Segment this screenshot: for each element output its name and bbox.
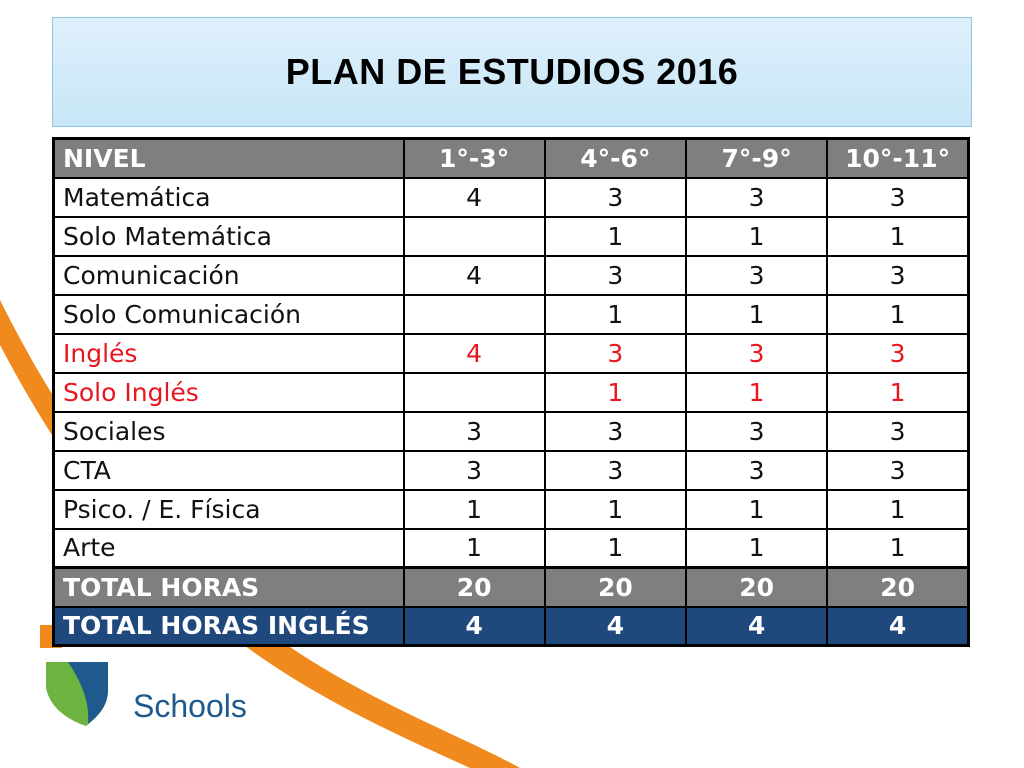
- hours-cell: [404, 295, 545, 334]
- table-row: [54, 217, 969, 256]
- table-row: [54, 529, 969, 568]
- hours-cell: 3: [827, 256, 968, 295]
- hours-cell: 3: [545, 178, 686, 217]
- total-english-row: [54, 607, 969, 646]
- hours-cell: 3: [686, 412, 827, 451]
- total-cell: 20: [686, 568, 827, 607]
- hours-cell: 3: [827, 412, 968, 451]
- hours-cell: 1: [686, 373, 827, 412]
- table-row-english: [54, 334, 969, 373]
- hours-cell: 1: [827, 373, 968, 412]
- subject-cell: Sociales: [54, 412, 404, 451]
- hours-cell: 3: [686, 334, 827, 373]
- hours-cell: 3: [545, 334, 686, 373]
- hours-cell: 3: [827, 178, 968, 217]
- hours-cell: [404, 373, 545, 412]
- hours-cell: 1: [404, 490, 545, 529]
- total-english-cell: 4: [686, 607, 827, 646]
- hours-cell: 3: [545, 412, 686, 451]
- table-row: [54, 295, 969, 334]
- subject-cell: Psico. / E. Física: [54, 490, 404, 529]
- hours-cell: 1: [686, 529, 827, 568]
- table-row: [54, 178, 969, 217]
- hours-cell: 3: [827, 334, 968, 373]
- table-row-english: [54, 373, 969, 412]
- hours-cell: 3: [686, 256, 827, 295]
- study-plan-table: [52, 137, 970, 647]
- hours-cell: 1: [827, 490, 968, 529]
- hours-cell: 1: [545, 529, 686, 568]
- total-english-cell: 4: [404, 607, 545, 646]
- hours-cell: 1: [827, 529, 968, 568]
- subject-cell: Solo Comunicación: [54, 295, 404, 334]
- table-row: [54, 451, 969, 490]
- hours-cell: 3: [686, 178, 827, 217]
- total-label: TOTAL HORAS: [54, 568, 404, 607]
- hours-cell: 1: [827, 295, 968, 334]
- hours-cell: 3: [545, 256, 686, 295]
- hours-cell: 4: [404, 334, 545, 373]
- hours-cell: 4: [404, 256, 545, 295]
- header-7-9: 7°-9°: [686, 139, 827, 178]
- subject-cell: Inglés: [54, 334, 404, 373]
- total-cell: 20: [827, 568, 968, 607]
- subject-cell: Matemática: [54, 178, 404, 217]
- header-10-11: 10°-11°: [827, 139, 968, 178]
- hours-cell: [404, 217, 545, 256]
- hours-cell: 3: [827, 451, 968, 490]
- hours-cell: 3: [686, 451, 827, 490]
- subject-cell: Comunicación: [54, 256, 404, 295]
- table-row: [54, 412, 969, 451]
- hours-cell: 3: [404, 451, 545, 490]
- subject-cell: Solo Inglés: [54, 373, 404, 412]
- logo-wordmark: Schools: [133, 688, 247, 724]
- hours-cell: 1: [545, 373, 686, 412]
- hours-cell: 3: [545, 451, 686, 490]
- subject-cell: Solo Matemática: [54, 217, 404, 256]
- hours-cell: 3: [404, 412, 545, 451]
- subject-cell: Arte: [54, 529, 404, 568]
- hours-cell: 1: [827, 217, 968, 256]
- hours-cell: 1: [686, 295, 827, 334]
- total-english-cell: 4: [827, 607, 968, 646]
- title-banner: [52, 17, 972, 127]
- hours-cell: 1: [545, 217, 686, 256]
- hours-cell: 1: [404, 529, 545, 568]
- table-header-row: [54, 139, 969, 178]
- total-cell: 20: [545, 568, 686, 607]
- header-4-6: 4°-6°: [545, 139, 686, 178]
- total-hours-row: [54, 568, 969, 607]
- hours-cell: 1: [686, 490, 827, 529]
- total-english-label: TOTAL HORAS INGLÉS: [54, 607, 404, 646]
- hours-cell: 1: [545, 490, 686, 529]
- header-nivel: NIVEL: [54, 139, 404, 178]
- total-english-cell: 4: [545, 607, 686, 646]
- hours-cell: 4: [404, 178, 545, 217]
- hours-cell: 1: [686, 217, 827, 256]
- total-cell: 20: [404, 568, 545, 607]
- hours-cell: 1: [545, 295, 686, 334]
- table-row: [54, 490, 969, 529]
- table-row: [54, 256, 969, 295]
- subject-cell: CTA: [54, 451, 404, 490]
- page-title: PLAN DE ESTUDIOS 2016: [285, 51, 739, 92]
- header-1-3: 1°-3°: [404, 139, 545, 178]
